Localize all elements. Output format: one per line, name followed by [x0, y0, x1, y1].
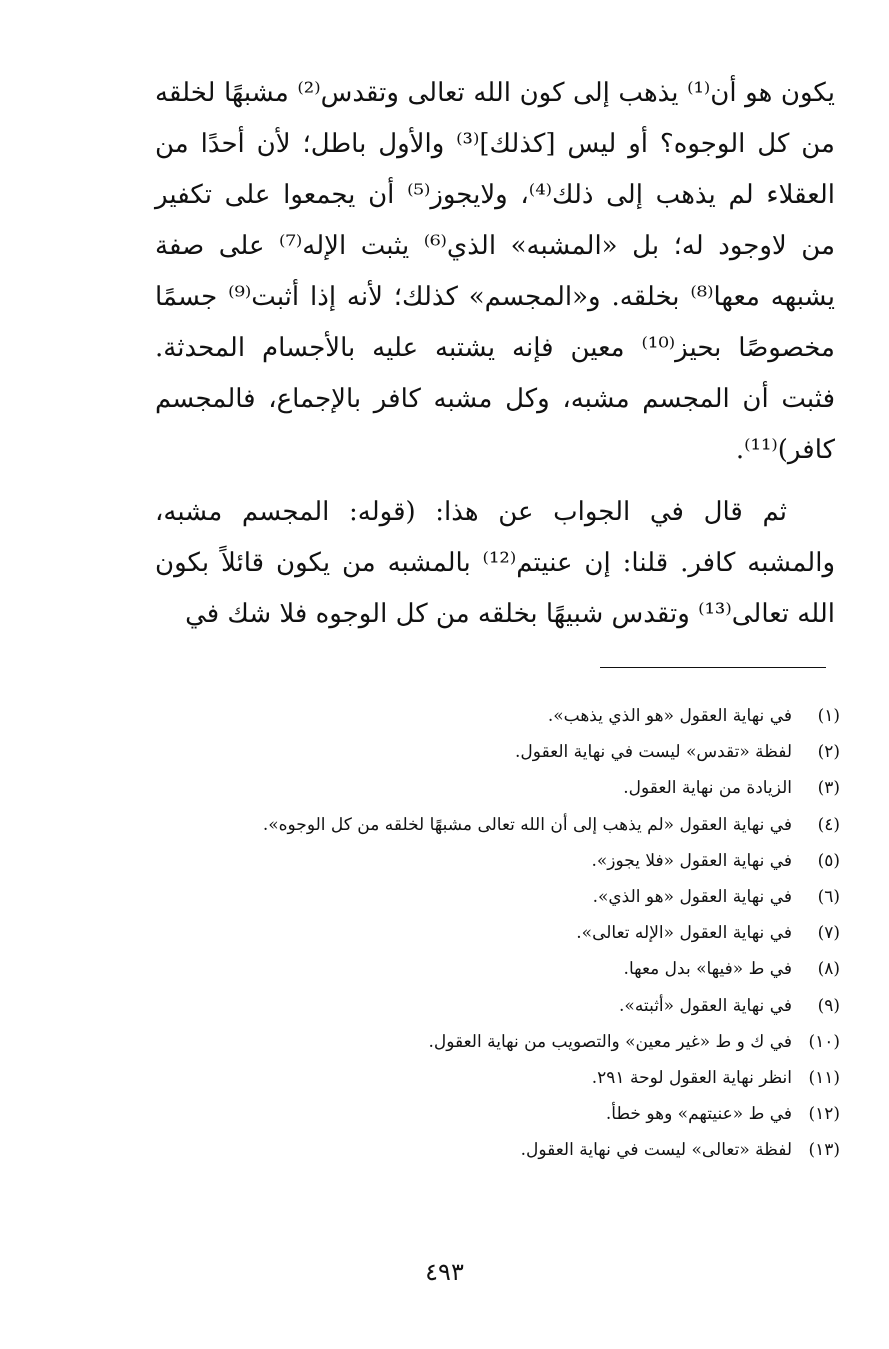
footnote-number: (٥) — [817, 850, 840, 871]
footnote-number: (٧) — [817, 923, 840, 944]
footnote-text: لفظة «تعالى» ليست في نهاية العقول. — [520, 1140, 792, 1161]
footnote-text: في نهاية العقول «أثبته». — [619, 995, 792, 1016]
footnote-number: (٣) — [817, 778, 840, 799]
page-number: ٤٩٣ — [425, 1258, 464, 1286]
footnote-item — [160, 698, 840, 734]
footnote-item — [160, 879, 840, 915]
footnote-number: (١١) — [808, 1067, 840, 1088]
footnote-text: في نهاية العقول «هو الذي يذهب». — [547, 706, 792, 726]
footnote-item — [160, 843, 840, 879]
footnote-item — [160, 951, 840, 987]
footnote-number: (١) — [817, 706, 840, 726]
footnote-item — [160, 915, 840, 951]
footnote-item — [160, 988, 840, 1024]
footnote-number: (٨) — [817, 959, 840, 980]
paragraph-2: ثم قال في الجواب عن هذا: (قوله: المجسم مشبه، والمشبه كافر. قلنا: إن عنيتم⁽¹²⁾ بالمشبه من يكون قائلاً بكون الله تعالى⁽¹³⁾ وتقدس شبيهًا بخلقه من كل الوجوه فلا شك في — [155, 497, 836, 629]
footnote-text: في نهاية العقول «هو الذي». — [592, 886, 792, 907]
footnote-text: الزيادة من نهاية العقول. — [623, 778, 792, 799]
footnote-item — [160, 770, 840, 806]
footnote-item — [160, 734, 840, 770]
footnote-number: (١٣) — [808, 1140, 840, 1161]
footnote-item — [160, 807, 840, 843]
footnote-number: (١٠) — [808, 1031, 840, 1052]
footnote-text: انظر نهاية العقول لوحة ٢٩١. — [591, 1067, 792, 1088]
footnote-text: لفظة «تقدس» ليست في نهاية العقول. — [515, 742, 792, 763]
footnote-number: (٩) — [817, 995, 840, 1016]
footnote-number: (٤) — [817, 814, 840, 835]
footnote-item — [160, 1024, 840, 1060]
paragraph-1: يكون هو أن⁽¹⁾ يذهب إلى كون الله تعالى وتقدس⁽²⁾ مشبهًا لخلقه من كل الوجوه؟ أو ليس [كذلك]⁽³⁾ والأول باطل؛ لأن أحدًا من العقلاء لم يذهب إلى ذلك⁽⁴⁾، ولايجوز⁽⁵⁾ أن يجمعوا على تكفير من لاوجود له؛ بل «المشبه» الذي⁽⁶⁾ يثبت الإله⁽⁷⁾ على صفة يشبهه معها⁽⁸⁾ بخلقه. و«المجسم» كذلك؛ لأنه إذا أثبت⁽⁹⁾ جسمًا مخصوصًا بحيز⁽¹⁰⁾ معين فإنه يشتبه عليه بالأجسام المحدثة. فثبت أن المجسم مشبه، وكل مشبه كافر بالإجماع، فالمجسم كافر)⁽¹¹⁾. — [155, 78, 835, 465]
footnote-item — [160, 1060, 840, 1096]
footnote-item — [160, 1096, 840, 1132]
footnote-text: في ط «عنيتهم» وهو خطأ. — [605, 1104, 792, 1125]
footnote-text: في ك و ط «غير معين» والتصويب من نهاية العقول. — [428, 1031, 792, 1052]
footnotes-list — [160, 698, 840, 1168]
footnote-text: في ط «فيها» بدل معها. — [623, 959, 792, 980]
footnote-text: في نهاية العقول «الإله تعالى». — [576, 923, 792, 944]
footnote-number: (٢) — [817, 742, 840, 763]
footnote-divider — [600, 667, 826, 668]
footnote-item — [160, 1132, 840, 1168]
footnote-number: (١٢) — [808, 1104, 840, 1125]
main-text — [155, 68, 835, 640]
footnote-number: (٦) — [817, 886, 840, 907]
footnote-text: في نهاية العقول «لم يذهب إلى أن الله تعالى مشبهًا لخلقه من كل الوجوه». — [262, 814, 792, 835]
footnote-text: في نهاية العقول «فلا يجوز». — [591, 850, 792, 871]
